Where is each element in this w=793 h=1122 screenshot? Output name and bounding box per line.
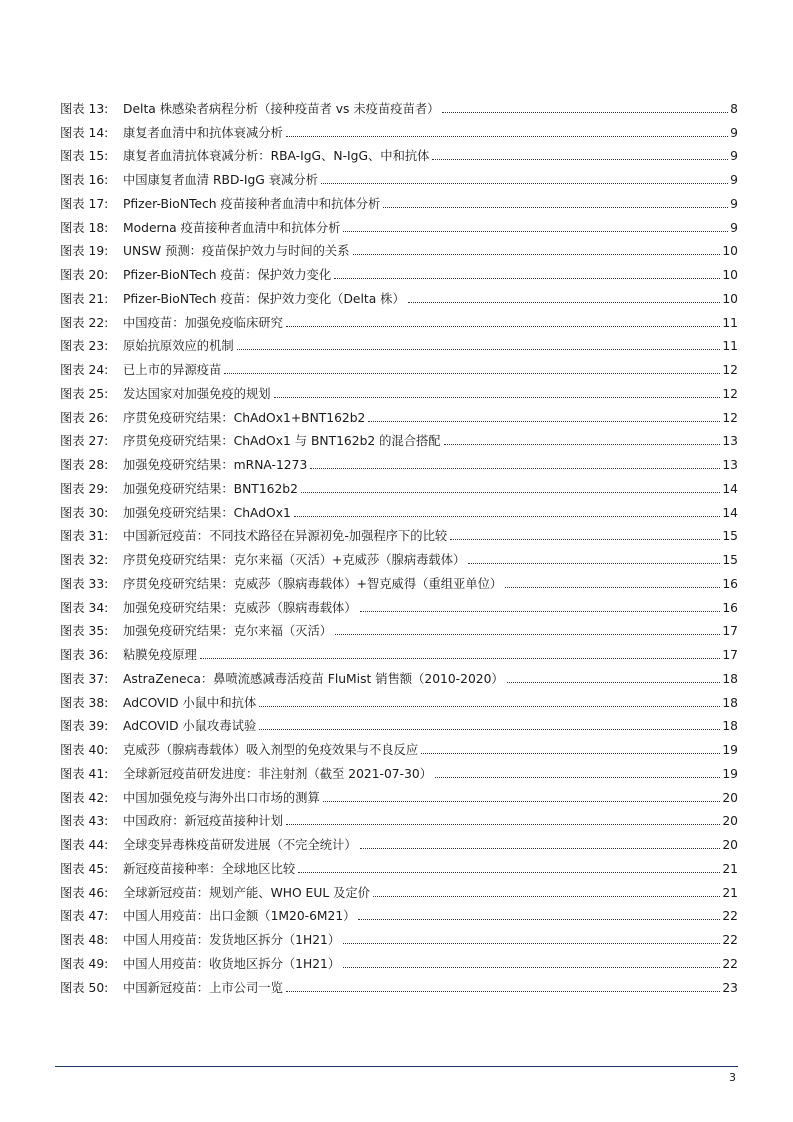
figure-page-number: 18: [722, 719, 738, 734]
toc-entry[interactable]: [60, 734, 738, 758]
figure-title: UNSW 预测：疫苗保护效力与时间的关系: [123, 244, 350, 259]
dot-leader: [286, 136, 728, 137]
dot-leader: [368, 421, 720, 422]
dot-leader: [286, 326, 720, 327]
dot-leader: [286, 991, 720, 992]
figure-title: 康复者血清中和抗体衰减分析: [123, 125, 283, 140]
figure-title: 加强免疫研究结果：mRNA-1273: [123, 458, 308, 472]
figure-title: 中国人用疫苗：出口金额（1M20-6M21）: [123, 909, 356, 924]
figure-label: 图表 28:: [60, 458, 109, 472]
toc-entry[interactable]: [60, 758, 738, 782]
figure-page-number: 11: [722, 339, 738, 354]
dot-leader: [321, 183, 728, 184]
toc-entry[interactable]: [60, 592, 738, 616]
figure-label: 图表 21:: [60, 291, 109, 306]
toc-entry[interactable]: [60, 782, 738, 806]
figure-label: 图表 39:: [60, 719, 109, 734]
figure-title: 新冠疫苗接种率：全球地区比较: [123, 861, 296, 876]
figure-title: AdCOVID 小鼠中和抗体: [123, 695, 257, 710]
figure-page-number: 19: [722, 766, 738, 781]
toc-entry[interactable]: [60, 924, 738, 948]
figure-page-number: 18: [722, 695, 738, 710]
figure-page-number: 12: [722, 363, 738, 377]
toc-entry[interactable]: [60, 307, 738, 331]
figure-page-number: 12: [722, 386, 738, 401]
figure-title: 已上市的异源疫苗: [123, 363, 222, 377]
figure-title: 康复者血清抗体衰减分析：RBA-IgG、N-IgG、中和抗体: [123, 149, 430, 164]
dot-leader: [343, 943, 720, 944]
dot-leader: [442, 112, 728, 113]
dot-leader: [408, 302, 721, 303]
dot-leader: [444, 444, 721, 445]
figure-label: 图表 41:: [60, 766, 109, 781]
figure-page-number: 22: [722, 956, 738, 971]
dot-leader: [421, 753, 720, 754]
figure-page-number: 20: [722, 838, 738, 852]
figure-title: AstraZeneca：鼻喷流感减毒活疫苗 FluMist 销售额（2010-2020）: [123, 671, 504, 686]
figure-label: 图表 43:: [60, 814, 109, 829]
figure-label: 图表 19:: [60, 244, 109, 259]
toc-entry[interactable]: [60, 188, 738, 212]
figure-label: 图表 14:: [60, 125, 109, 140]
dot-leader: [435, 777, 720, 778]
figure-title: 加强免疫研究结果：BNT162b2: [123, 481, 298, 496]
dot-leader: [274, 397, 721, 398]
dot-leader: [373, 896, 720, 897]
toc-entry[interactable]: [60, 901, 738, 925]
dot-leader: [310, 468, 720, 469]
figure-title: Delta 株感染者病程分析（接种疫苗者 vs 未疫苗疫苗者）: [123, 101, 440, 116]
figure-title: 全球变异毒株疫苗研发进展（不完全统计）: [123, 838, 357, 852]
toc-entry[interactable]: [60, 236, 738, 260]
figure-title: 序贯免疫研究结果：ChAdOx1 与 BNT162b2 的混合搭配: [123, 434, 441, 449]
toc-entry[interactable]: [60, 212, 738, 236]
dot-leader: [360, 848, 721, 849]
figure-page-number: 13: [722, 458, 738, 472]
page-number: 3: [729, 1071, 736, 1084]
toc-entry[interactable]: [60, 544, 738, 568]
figure-title: Pfizer-BioNTech 疫苗：保护效力变化: [123, 268, 332, 282]
toc-entry[interactable]: [60, 877, 738, 901]
dot-leader: [450, 539, 720, 540]
toc-entry[interactable]: [60, 141, 738, 165]
figure-label: 图表 35:: [60, 624, 109, 639]
figure-label: 图表 36:: [60, 648, 109, 662]
figure-title: 中国人用疫苗：收货地区拆分（1H21）: [123, 956, 341, 971]
figure-page-number: 21: [722, 861, 738, 876]
figure-label: 图表 46:: [60, 885, 109, 900]
figure-label: 图表 40:: [60, 743, 109, 757]
toc-entry[interactable]: [60, 687, 738, 711]
dot-leader: [505, 587, 720, 588]
figure-page-number: 8: [730, 101, 738, 116]
figure-title: 加强免疫研究结果：克威莎（腺病毒载体）: [123, 600, 357, 615]
dot-leader: [224, 373, 720, 374]
toc-entry[interactable]: [60, 829, 738, 853]
figure-label: 图表 30:: [60, 505, 109, 520]
dot-leader: [343, 967, 720, 968]
figure-page-number: 15: [722, 553, 738, 567]
footer-rule: [55, 1066, 738, 1067]
figure-title: 中国加强免疫与海外出口市场的测算: [123, 790, 320, 805]
figure-title: 中国疫苗：加强免疫临床研究: [123, 315, 283, 330]
figure-title: 全球新冠疫苗：规划产能、WHO EUL 及定价: [123, 885, 370, 900]
figure-title: 中国政府：新冠疫苗接种计划: [123, 814, 283, 829]
toc-entry[interactable]: [60, 521, 738, 545]
dot-leader: [468, 563, 720, 564]
toc-entry[interactable]: [60, 259, 738, 283]
figure-title: 全球新冠疫苗研发进度：非注射剂（截至 2021-07-30）: [123, 766, 433, 781]
toc-entry[interactable]: [60, 449, 738, 473]
figure-page-number: 16: [722, 576, 738, 591]
figure-title: 粘膜免疫原理: [123, 648, 197, 662]
toc-entry[interactable]: [60, 354, 738, 378]
figure-title: Pfizer-BioNTech 疫苗接种者血清中和抗体分析: [123, 196, 381, 211]
figure-title: 克威莎（腺病毒载体）吸入剂型的免疫效果与不良反应: [123, 743, 419, 757]
figure-title: 中国新冠疫苗：上市公司一览: [123, 980, 283, 995]
figure-label: 图表 24:: [60, 363, 109, 377]
figure-label: 图表 37:: [60, 671, 109, 686]
figure-page-number: 23: [722, 980, 738, 995]
figure-title: 中国康复者血清 RBD-IgG 衰减分析: [123, 173, 318, 187]
figure-page-number: 20: [722, 814, 738, 829]
figure-page-number: 9: [730, 149, 738, 164]
figure-label: 图表 38:: [60, 695, 109, 710]
figure-page-number: 13: [722, 434, 738, 449]
figure-title: Pfizer-BioNTech 疫苗：保护效力变化（Delta 株）: [123, 291, 405, 306]
figure-page-number: 10: [722, 291, 738, 306]
figure-page-number: 17: [722, 624, 738, 639]
toc-entry[interactable]: [60, 639, 738, 663]
toc-entry[interactable]: [60, 853, 738, 877]
toc-entry[interactable]: [60, 402, 738, 426]
toc-entry[interactable]: [60, 164, 738, 188]
figure-page-number: 22: [722, 909, 738, 924]
figure-label: 图表 42:: [60, 790, 109, 805]
figure-label: 图表 26:: [60, 410, 109, 425]
dot-leader: [360, 611, 721, 612]
figure-label: 图表 27:: [60, 434, 109, 449]
figure-page-number: 9: [730, 173, 738, 187]
dot-leader: [507, 682, 721, 683]
figure-title: 序贯免疫研究结果：克尔来福（灭活）+克威莎（腺病毒载体）: [123, 553, 466, 567]
figure-page-number: 16: [722, 600, 738, 615]
toc-entry[interactable]: [60, 948, 738, 972]
figure-label: 图表 45:: [60, 861, 109, 876]
figure-page-number: 20: [722, 790, 738, 805]
figure-label: 图表 23:: [60, 339, 109, 354]
dot-leader: [323, 801, 721, 802]
figure-label: 图表 31:: [60, 529, 109, 544]
figure-page-number: 21: [722, 885, 738, 900]
figure-page-number: 11: [722, 315, 738, 330]
figure-label: 图表 50:: [60, 980, 109, 995]
toc-entry[interactable]: [60, 473, 738, 497]
dot-leader: [237, 349, 721, 350]
toc-entry[interactable]: [60, 93, 738, 117]
figure-page-number: 10: [722, 244, 738, 259]
figure-page-number: 9: [730, 125, 738, 140]
toc-entry[interactable]: [60, 711, 738, 735]
dot-leader: [432, 159, 728, 160]
figure-title: Moderna 疫苗接种者血清中和抗体分析: [123, 220, 341, 235]
dot-leader: [259, 729, 720, 730]
toc-entry[interactable]: [60, 426, 738, 450]
figure-label: 图表 15:: [60, 149, 109, 164]
figure-label: 图表 34:: [60, 600, 109, 615]
figure-page-number: 17: [722, 648, 738, 662]
figure-title: 发达国家对加强免疫的规划: [123, 386, 271, 401]
figure-title: 中国新冠疫苗：不同技术路径在异源初免-加强程序下的比较: [123, 529, 448, 544]
toc-entry[interactable]: [60, 806, 738, 830]
dot-leader: [286, 824, 720, 825]
figure-label: 图表 48:: [60, 933, 109, 947]
figure-page-number: 9: [730, 220, 738, 235]
figure-label: 图表 20:: [60, 268, 109, 282]
figure-label: 图表 25:: [60, 386, 109, 401]
figure-label: 图表 18:: [60, 220, 109, 235]
figure-title: 加强免疫研究结果：克尔来福（灭活）: [123, 624, 333, 639]
toc-entry[interactable]: [60, 331, 738, 355]
toc-entry[interactable]: [60, 378, 738, 402]
figure-page-number: 14: [722, 481, 738, 496]
figure-title: 序贯免疫研究结果：克威莎（腺病毒载体）+智克威得（重组亚单位）: [123, 576, 503, 591]
dot-leader: [335, 634, 720, 635]
dot-leader: [200, 658, 721, 659]
figure-label: 图表 33:: [60, 576, 109, 591]
dot-leader: [259, 706, 720, 707]
figure-label: 图表 22:: [60, 315, 109, 330]
figure-page-number: 14: [722, 505, 738, 520]
figure-page-number: 18: [722, 671, 738, 686]
dot-leader: [301, 492, 720, 493]
figure-label: 图表 16:: [60, 173, 109, 187]
figure-title: 序贯免疫研究结果：ChAdOx1+BNT162b2: [123, 410, 366, 425]
figure-label: 图表 17:: [60, 196, 109, 211]
figure-label: 图表 32:: [60, 553, 109, 567]
toc-entry[interactable]: [60, 117, 738, 141]
figure-label: 图表 49:: [60, 956, 109, 971]
toc-entry[interactable]: [60, 568, 738, 592]
figure-page-number: 10: [722, 268, 738, 282]
dot-leader: [358, 919, 720, 920]
figure-label: 图表 47:: [60, 909, 109, 924]
figure-page-number: 12: [722, 410, 738, 425]
figure-page-number: 19: [722, 743, 738, 757]
figure-title: 中国人用疫苗：发货地区拆分（1H21）: [123, 933, 341, 947]
figure-page-number: 9: [730, 196, 738, 211]
toc-entry[interactable]: [60, 972, 738, 996]
figure-title: AdCOVID 小鼠攻毒试验: [123, 719, 257, 734]
figure-page-number: 15: [722, 529, 738, 544]
figure-label: 图表 44:: [60, 838, 109, 852]
dot-leader: [334, 278, 720, 279]
figure-page-number: 22: [722, 933, 738, 947]
dot-leader: [343, 231, 728, 232]
toc-entry[interactable]: [60, 283, 738, 307]
toc-entry[interactable]: [60, 497, 738, 521]
figure-title: 原始抗原效应的机制: [123, 339, 234, 354]
figure-label: 图表 13:: [60, 101, 109, 116]
dot-leader: [383, 207, 728, 208]
dot-leader: [294, 516, 721, 517]
figure-title: 加强免疫研究结果：ChAdOx1: [123, 505, 291, 520]
toc-entry[interactable]: [60, 663, 738, 687]
table-of-figures: [60, 93, 738, 996]
toc-entry[interactable]: [60, 616, 738, 640]
dot-leader: [353, 254, 721, 255]
figure-label: 图表 29:: [60, 481, 109, 496]
dot-leader: [298, 872, 720, 873]
